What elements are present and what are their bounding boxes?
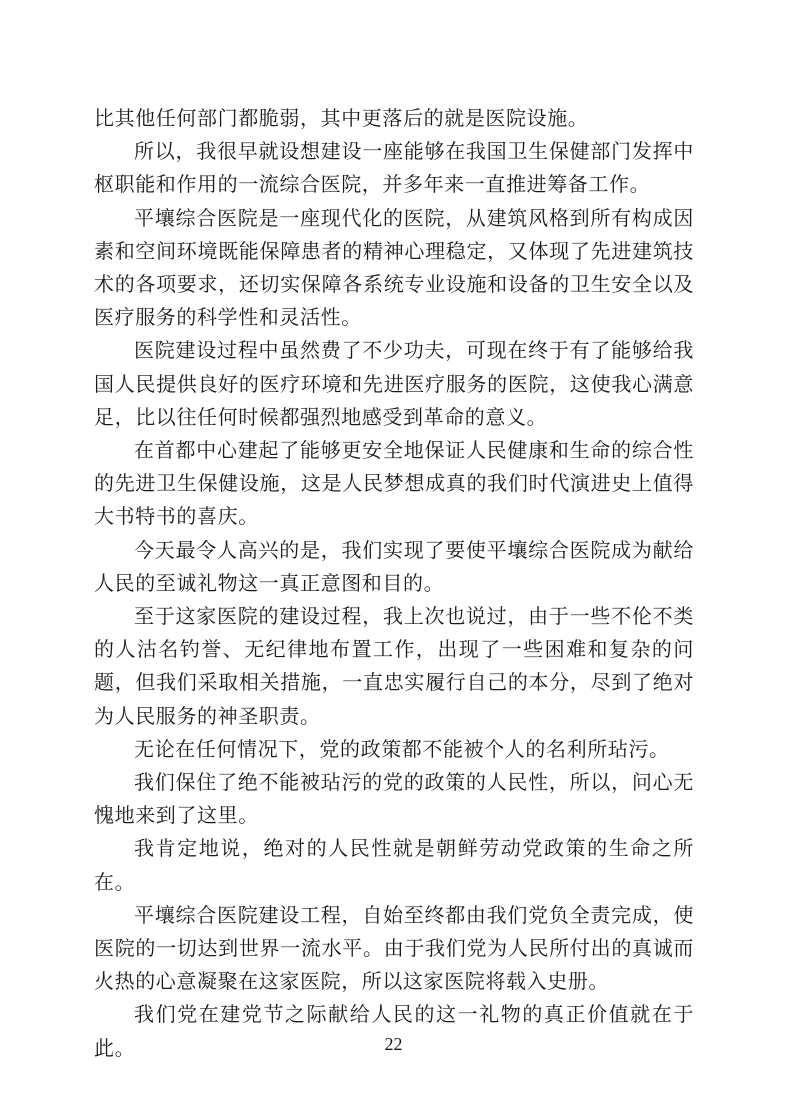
paragraph: 所以，我很早就设想建设一座能够在我国卫生保健部门发挥中枢职能和作用的一流综合医院，并多年来一直推进筹备工作。 — [94, 139, 694, 197]
page-number: 22 — [384, 1034, 403, 1054]
paragraph: 今天最令人高兴的是，我们实现了要使平壤综合医院成为献给人民的至诚礼物这一真正意图和目的。 — [94, 537, 694, 595]
paragraph-continued: 比其他任何部门都脆弱，其中更落后的就是医院设施。 — [94, 106, 589, 130]
page-body-text — [94, 102, 694, 1065]
paragraph: 平壤综合医院建设工程，自始至终都由我们党负全责完成，使医院的一切达到世界一流水平。由于我们党为人民所付出的真诚而火热的心意凝聚在这家医院，所以这家医院将载入史册。 — [94, 902, 694, 994]
paragraph: 至于这家医院的建设过程，我上次也说过，由于一些不伦不类的人沽名钓誉、无纪律地布置工作，出现了一些困难和复杂的问题，但我们采取相关措施，一直忠实履行自己的本分，尽到了绝对为人民服务的神圣职责。 — [94, 604, 694, 728]
paragraph: 我们保住了绝不能被玷污的党的政策的人民性，所以，问心无愧地来到了这里。 — [94, 770, 694, 828]
paragraph: 平壤综合医院是一座现代化的医院，从建筑风格到所有构成因素和空间环境既能保障患者的精神心理稳定，又体现了先进建筑技术的各项要求，还切实保障各系统专业设施和设备的卫生安全以及医疗服务的科学性和灵活性。 — [94, 205, 694, 330]
paragraph: 我肯定地说，绝对的人民性就是朝鲜劳动党政策的生命之所在。 — [94, 836, 694, 894]
paragraph: 医院建设过程中虽然费了不少功夫，可现在终于有了能够给我国人民提供良好的医疗环境和先进医疗服务的医院，这使我心满意足，比以往任何时候都强烈地感受到革命的意义。 — [94, 338, 694, 429]
paragraph: 我们党在建党节之际献给人民的这一礼物的真正价值就在于此。 — [94, 1002, 694, 1060]
paragraph: 无论在任何情况下，党的政策都不能被个人的名利所玷污。 — [134, 736, 670, 761]
paragraph: 在首都中心建起了能够更安全地保证人民健康和生命的综合性的先进卫生保健设施，这是人民梦想成真的我们时代演进史上值得大书特书的喜庆。 — [94, 438, 694, 529]
